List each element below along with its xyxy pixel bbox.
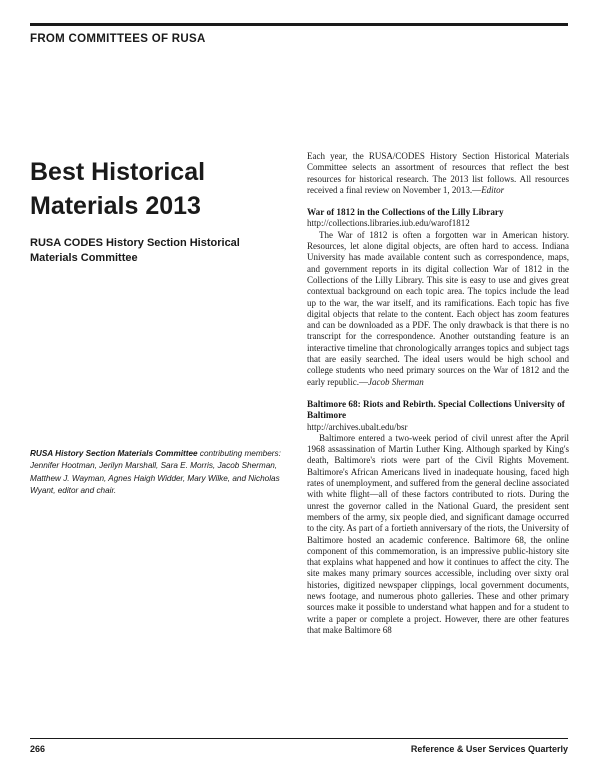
article-body bbox=[307, 151, 569, 636]
title-line-2: Materials 2013 bbox=[30, 192, 201, 220]
entry-author: Jacob Sherman bbox=[367, 376, 424, 387]
intro-paragraph bbox=[307, 151, 569, 196]
entry bbox=[307, 207, 569, 388]
article-subtitle bbox=[30, 236, 275, 266]
subtitle-line-2: Materials Committee bbox=[30, 252, 138, 264]
entry-url[interactable]: http://archives.ubalt.edu/bsr bbox=[307, 421, 408, 432]
entry-title: Baltimore 68: Riots and Rebirth. Special Collections University of Baltimore bbox=[307, 398, 565, 421]
intro-byline: Editor bbox=[481, 184, 505, 195]
entry-text: Baltimore entered a two-week period of civil unrest after the April 1968 assassination of Martin Luther King. Although sparked by King's death, Baltimore's riots were part of the Civil Rights Movement. Baltimore's African Americans lived in inadequate housing, faced high rates of unemployment, and suffered from the general decline associated with white flight—all of these factors contributed to riots. During the unrest the governor called in the National Guard, the president sent members of the army, six people died, and significant damage occurred to the city. As part of a fortieth anniversary of the riots, the University of Baltimore hosted an academic conference. Baltimore 68, the online component of this commemoration, is an impressive public-history site that explains what happened and how it continues to affect the city. The site makes many primary sources accessible, including over sixty oral histories, digitized newspaper clippings, local government documents, news footage, and numerous photo galleries. These and other primary sources make it possible to understand what happen and for a student to write a paper or complete a project. However, there are other features that make Baltimore 68 bbox=[307, 432, 569, 635]
entry-body bbox=[307, 433, 569, 636]
top-rule bbox=[30, 23, 568, 26]
journal-name: Reference & User Services Quarterly bbox=[410, 744, 568, 754]
title-line-1: Best Historical bbox=[30, 158, 206, 186]
entry-text: The War of 1812 is often a forgotten war in American history. Resources, let alone digital objects, are often hard to access. Indiana University has made available content such as correspondence, maps, and government reports in its digital collection War of 1812 in the Collections of the Lilly Library. This site is easy to use and gives great contextual background on each topic area. The topics include the lead up to the war, the war itself, and its ramifications. Each topic has five digital objects that relate to the content. Each object has zoom features and can be downloaded as a PDF. The only drawback is that there is no transcript for the correspondence. Another outstanding feature is an interactive timeline that chronologically arranges topics and subject tags that are easily searched. The ideal users would be high school and college students who need primary sources on the War of 1812 and the early republic.— bbox=[307, 229, 569, 387]
entry-body bbox=[307, 230, 569, 388]
page-number: 266 bbox=[30, 744, 46, 754]
intro-text: Each year, the RUSA/CODES History Section Historical Materials Committee selects an assortment of resources that reflect the best resources for historical research. The 2013 list follows. All resources received a final review on November 1, 2013.— bbox=[307, 151, 569, 195]
subtitle-line-1: RUSA CODES History Section Historical bbox=[30, 237, 240, 249]
section-label: FROM COMMITTEES OF RUSA bbox=[30, 33, 206, 45]
entry-url[interactable]: http://collections.libraries.iub.edu/warof1812 bbox=[307, 218, 470, 229]
bottom-rule bbox=[30, 738, 568, 739]
entry-title: War of 1812 in the Collections of the Lilly Library bbox=[307, 207, 504, 218]
committee-name: RUSA History Section Materials Committee bbox=[30, 449, 198, 458]
committee-members: contributing members: Jennifer Hootman, Jerilyn Marshall, Sara E. Morris, Jacob Sherman, Matthew J. Wayman, Agnes Haigh Widder, Mary Wilke, and Nicholas Wyant, editor and chair. bbox=[30, 449, 281, 495]
entry bbox=[307, 399, 569, 636]
article-title bbox=[30, 155, 270, 223]
contributors-note bbox=[30, 448, 282, 497]
